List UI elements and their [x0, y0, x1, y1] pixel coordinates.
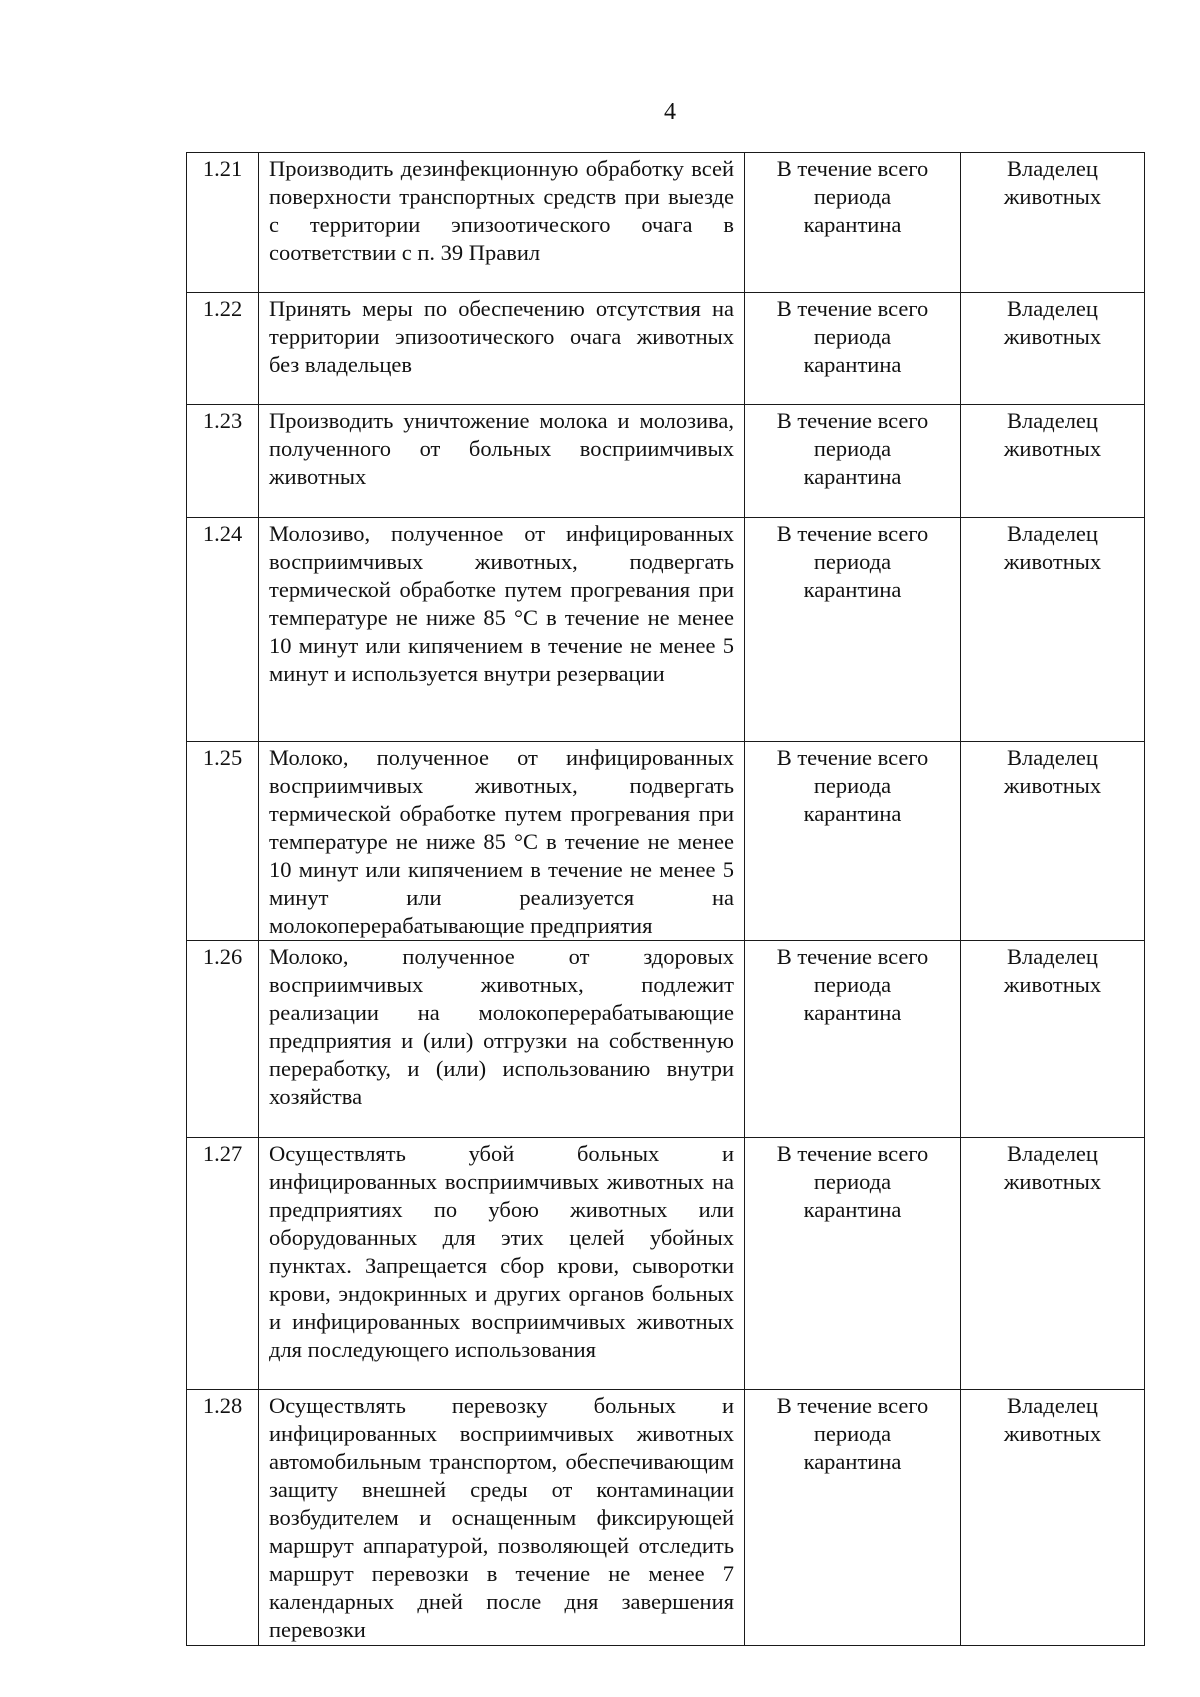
- measure-description: Осуществлять перевозку больных и инфицированных восприимчивых животных автомобильным транспортом, обеспечивающим защиту внешней среды от контаминации возбудителем и оснащенным фиксирующей маршрут аппаратурой, позволяющей отследить маршрут перевозки в течение не менее 7 календарных дней после дня завершения перевозки: [259, 1390, 745, 1646]
- measures-table: [186, 152, 1145, 1646]
- table-row: [187, 405, 1145, 518]
- measure-term: В течение всего периода карантина: [745, 153, 961, 293]
- measure-description: Принять меры по обеспечению отсутствия на территории эпизоотического очага животных без владельцев: [259, 293, 745, 405]
- table-row: [187, 1138, 1145, 1390]
- measure-term: В течение всего периода карантина: [745, 941, 961, 1138]
- measure-responsible: Владелец животных: [961, 405, 1145, 518]
- measure-responsible: Владелец животных: [961, 153, 1145, 293]
- measure-description: Производить уничтожение молока и молозива, полученного от больных восприимчивых животных: [259, 405, 745, 518]
- row-number: 1.25: [187, 742, 259, 941]
- measure-term: В течение всего периода карантина: [745, 1390, 961, 1646]
- table-row: [187, 941, 1145, 1138]
- page-number: 4: [664, 99, 676, 125]
- row-number: 1.24: [187, 518, 259, 742]
- measure-term: В течение всего периода карантина: [745, 293, 961, 405]
- measure-term: В течение всего периода карантина: [745, 1138, 961, 1390]
- table-row: [187, 518, 1145, 742]
- measure-term: В течение всего периода карантина: [745, 405, 961, 518]
- table-row: [187, 1390, 1145, 1646]
- measure-description: Молозиво, полученное от инфицированных восприимчивых животных, подвергать термической обработке путем прогревания при температуре не ниже 85 °С в течение не менее 10 минут или кипячением в течение не менее 5 минут и используется внутри резервации: [259, 518, 745, 742]
- measure-description: Молоко, полученное от здоровых восприимчивых животных, подлежит реализации на молокоперерабатывающие предприятия и (или) отгрузки на собственную переработку, и (или) использованию внутри хозяйства: [259, 941, 745, 1138]
- measure-description: Молоко, полученное от инфицированных восприимчивых животных, подвергать термической обработке путем прогревания при температуре не ниже 85 °С в течение не менее 10 минут или кипячением в течение не менее 5 минут или реализуется на молокоперерабатывающие предприятия: [259, 742, 745, 941]
- row-number: 1.27: [187, 1138, 259, 1390]
- row-number: 1.22: [187, 293, 259, 405]
- measure-responsible: Владелец животных: [961, 1390, 1145, 1646]
- measure-responsible: Владелец животных: [961, 941, 1145, 1138]
- measure-term: В течение всего периода карантина: [745, 742, 961, 941]
- row-number: 1.23: [187, 405, 259, 518]
- measure-term: В течение всего периода карантина: [745, 518, 961, 742]
- measure-responsible: Владелец животных: [961, 742, 1145, 941]
- measure-description: Осуществлять убой больных и инфицированных восприимчивых животных на предприятиях по убою животных или оборудованных для этих целей убойных пунктах. Запрещается сбор крови, сыворотки крови, эндокринных и других органов больных и инфицированных восприимчивых животных для последующего использования: [259, 1138, 745, 1390]
- table-row: [187, 293, 1145, 405]
- measure-responsible: Владелец животных: [961, 293, 1145, 405]
- table-row: [187, 153, 1145, 293]
- measure-responsible: Владелец животных: [961, 1138, 1145, 1390]
- row-number: 1.26: [187, 941, 259, 1138]
- row-number: 1.21: [187, 153, 259, 293]
- table-row: [187, 742, 1145, 941]
- measure-responsible: Владелец животных: [961, 518, 1145, 742]
- measure-description: Производить дезинфекционную обработку всей поверхности транспортных средств при выезде с территории эпизоотического очага в соответствии с п. 39 Правил: [259, 153, 745, 293]
- row-number: 1.28: [187, 1390, 259, 1646]
